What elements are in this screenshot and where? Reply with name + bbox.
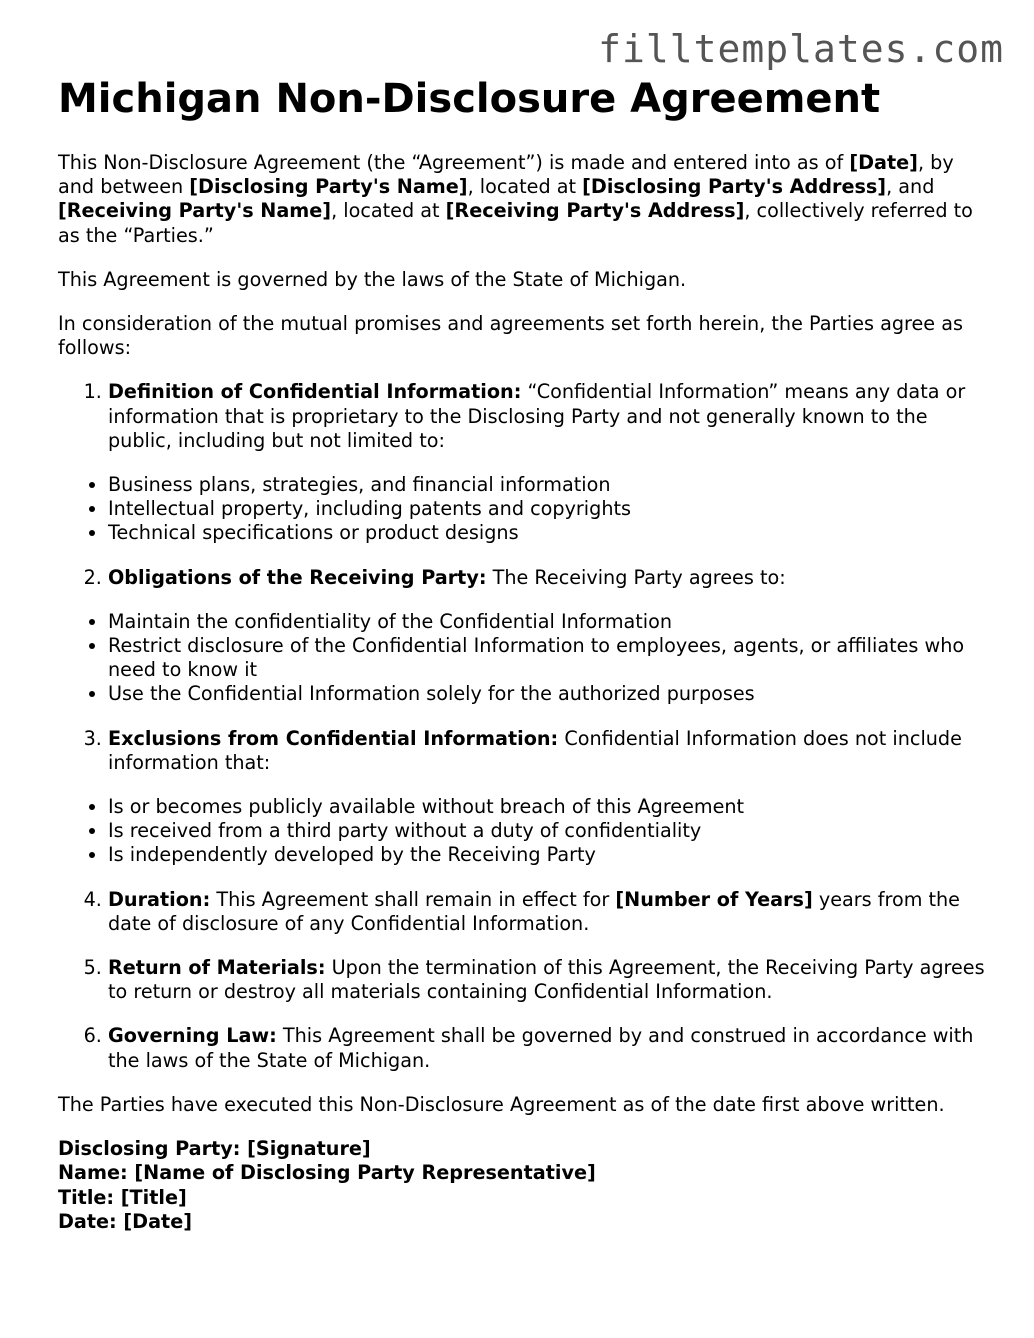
signature-party: Disclosing Party: [Signature] — [58, 1137, 371, 1161]
section-list — [58, 727, 988, 775]
disclosing-address-placeholder: [Disclosing Party's Address] — [582, 175, 887, 199]
section-text: “Confidential Information” means any data or information that is proprietary to the Disclosing Party and not generally known to the public, including but not limited to: — [108, 380, 966, 452]
section-text: This Agreement shall remain in effect for — [210, 887, 616, 911]
governed-paragraph: This Agreement is governed by the laws of the State of Michigan. — [58, 267, 687, 291]
consideration-paragraph: In consideration of the mutual promises and agreements set forth herein, the Parties agree as follows: — [58, 312, 963, 360]
closing-paragraph: The Parties have executed this Non-Disclosure Agreement as of the date first above written. — [58, 1092, 945, 1116]
document-title: Michigan Non-Disclosure Agreement — [58, 76, 881, 122]
section-text: years from the date of disclosure of any Confidential Information. — [108, 887, 960, 935]
list-item: • Restrict disclosure of the Confidential Information to employees, agents, or affiliates who need to know it — [108, 634, 988, 682]
intro-text: , located at — [331, 199, 446, 223]
list-item: • Technical specifications or product designs — [108, 521, 988, 545]
intro-text: , and — [886, 175, 935, 199]
bullet-list — [58, 473, 988, 546]
section-text: Upon the termination of this Agreement, the Receiving Party agrees to return or destroy all materials containing Confidential Information. — [108, 956, 985, 1004]
list-item: • Is or becomes publicly available without breach of this Agreement — [108, 795, 988, 819]
intro-text: , by and between — [58, 151, 954, 199]
signature-date: Date: [Date] — [58, 1209, 193, 1233]
date-placeholder: [Date] — [849, 151, 918, 174]
section-heading: Duration: — [108, 887, 211, 911]
list-item: • Business plans, strategies, and financial information — [108, 473, 988, 497]
intro-text: This Non-Disclosure Agreement (the “Agreement”) is made and entered into as of — [58, 151, 850, 174]
receiving-address-placeholder: [Receiving Party's Address] — [445, 199, 745, 223]
disclosing-name-placeholder: [Disclosing Party's Name] — [189, 175, 468, 199]
bullet-list — [58, 610, 988, 707]
section-text: This Agreement shall be governed by and construed in accordance with the laws of the State of Michigan. — [108, 1024, 974, 1072]
watermark: filltemplates.com — [598, 27, 1004, 71]
section-governing-law — [108, 1024, 988, 1072]
section-definition — [108, 380, 988, 453]
section-exclusions — [108, 727, 988, 775]
signature-title: Title: [Title] — [58, 1185, 187, 1209]
intro-text: , collectively referred to as the “Parties.” — [58, 199, 973, 247]
section-heading: Definition of Confidential Information: — [108, 380, 522, 404]
bullet-list — [58, 795, 988, 868]
list-item: • Maintain the confidentiality of the Confidential Information — [108, 610, 988, 634]
section-text: The Receiving Party agrees to: — [486, 565, 786, 589]
section-text: Confidential Information does not include information that: — [108, 726, 962, 774]
section-obligations — [108, 566, 988, 590]
list-item: • Intellectual property, including patents and copyrights — [108, 497, 988, 521]
years-placeholder: [Number of Years] — [615, 887, 813, 911]
signature-name: Name: [Name of Disclosing Party Representative] — [58, 1161, 596, 1185]
section-heading: Obligations of the Receiving Party: — [108, 565, 487, 589]
list-item: • Is received from a third party without a duty of confidentiality — [108, 819, 988, 843]
section-return — [108, 956, 988, 1004]
list-item: • Is independently developed by the Receiving Party — [108, 843, 988, 867]
section-list — [58, 888, 988, 936]
section-list — [58, 380, 988, 453]
receiving-name-placeholder: [Receiving Party's Name] — [58, 199, 332, 223]
section-heading: Return of Materials: — [108, 956, 326, 980]
list-item: • Use the Confidential Information solely for the authorized purposes — [108, 682, 988, 706]
section-list — [58, 956, 988, 1004]
section-heading: Exclusions from Confidential Information: — [108, 726, 559, 750]
document — [58, 76, 988, 1234]
document-body — [58, 151, 988, 1234]
section-duration — [108, 888, 988, 936]
intro-paragraph — [58, 151, 988, 248]
section-heading: Governing Law: — [108, 1024, 277, 1048]
section-list — [58, 1024, 988, 1072]
signature-block — [58, 1137, 988, 1234]
intro-text: , located at — [467, 175, 583, 199]
section-list — [58, 566, 988, 590]
